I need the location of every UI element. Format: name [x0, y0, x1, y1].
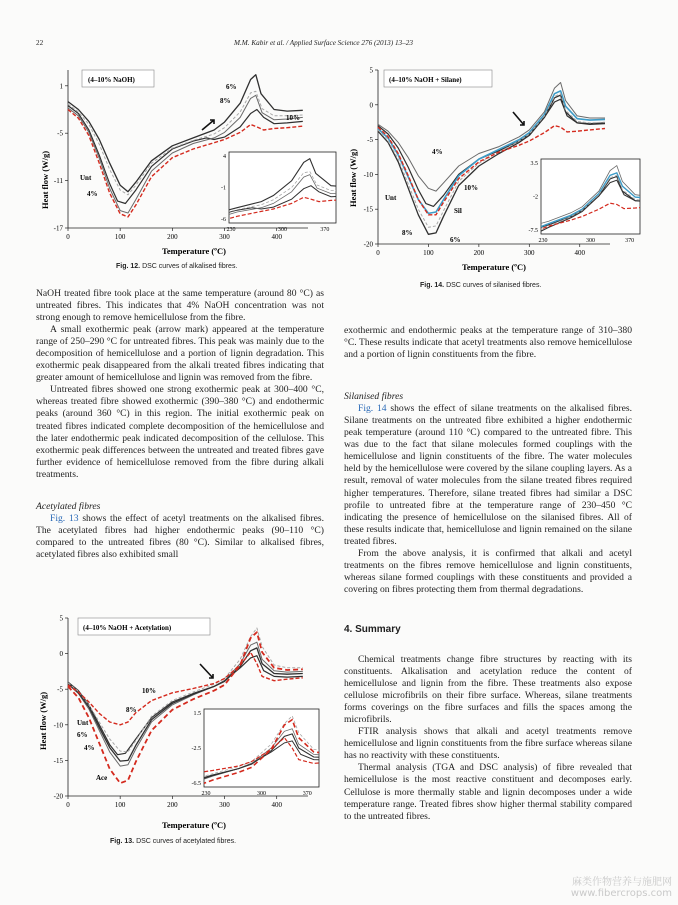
- figure-12: [36, 58, 336, 258]
- x-tick-label: 100: [423, 249, 434, 257]
- x-tick-label: 400: [271, 801, 282, 809]
- inset-x-tick-label: 300: [586, 238, 595, 244]
- inset-y-tick-label: 1.5: [193, 711, 201, 717]
- x-tick-label: 0: [66, 801, 70, 809]
- inset-y-tick-label: 3.5: [530, 161, 538, 167]
- inset-x-tick-label: 230: [201, 791, 211, 797]
- fig12-caption: Fig. 12. DSC curves of alkalised fibres.: [116, 263, 238, 270]
- section-acetylated-fibres: Acetylated fibres: [36, 500, 101, 512]
- left-paragraph-3: Untreated fibres showed one strong exothermic peak at 300–400 °C, whereas treated fibre showed exothermic (390–380 °C) and endothermic peaks (around 360 °C) in this region. The initial exothermic peak on treated fibres indicated complete decomposition of the hemicellulose and the later endothermic peak indicated decomposition of the cellulose. This exothermic peak differences between the untreated and treated fibres gave further evidence of hemicellulose removed from the fibre during alkali treatments.: [36, 384, 324, 480]
- site-watermark: 麻类作物营养与施肥网 www.fibercrops.com: [570, 877, 672, 899]
- y-tick-label: -5: [57, 685, 63, 694]
- right-paragraph-3: From the above analysis, it is confirmed that alkali and acetyl treatments on the fibres remove hemicellulose and lignin constituents, whereas silane formed couplings with these constituents and provided a covering on fibres protecting them from thermal degradations.: [344, 547, 632, 595]
- fig12-legend-text: (4–10% NaOH): [88, 76, 135, 84]
- figure-13: [36, 606, 336, 834]
- x-tick-label: 200: [167, 801, 178, 809]
- fig14-label-sil: Sil: [454, 207, 462, 215]
- fig12-label-10: 10%: [286, 114, 300, 122]
- inset-x-tick-label: 230: [538, 238, 548, 244]
- x-tick-label: 400: [574, 249, 585, 257]
- figure-14: [346, 58, 646, 276]
- inset-x-tick-label: 370: [302, 791, 312, 797]
- fig12-arrow: [202, 120, 214, 130]
- fig14-caption: Fig. 14. DSC curves of silanised fibres.: [420, 282, 542, 289]
- y-tick-label: 5: [369, 66, 373, 75]
- fig13-legend-text: (4–10% NaOH + Acetylation): [83, 624, 172, 632]
- fig13-label-10: 10%: [142, 687, 156, 695]
- fig12-xlabel: Temperature (ºC): [162, 246, 226, 256]
- x-tick-label: 300: [524, 249, 535, 257]
- y-tick-label: -5: [57, 129, 63, 138]
- fig14-xlabel: Temperature (ºC): [462, 262, 526, 272]
- inset-13: [186, 709, 330, 797]
- inset-12: [213, 152, 346, 233]
- y-tick-label: -15: [363, 205, 373, 214]
- fig13-xlabel: Temperature (ºC): [162, 820, 226, 830]
- inset-x-tick-label: 370: [320, 227, 330, 233]
- fig13-link[interactable]: Fig. 13: [50, 512, 79, 524]
- y-tick-label: 5: [59, 614, 63, 623]
- fig13-caption: Fig. 13. DSC curves of acetylated fibres.: [110, 838, 237, 845]
- y-tick-label: -20: [363, 240, 373, 249]
- left-paragraph-4: Fig. 13 shows the effect of acetyl treatments on the alkalised fibres. The acetylated fibres had higher endothermic peaks (90–110 °C) compared to the untreated fibres (80 °C). Similar to alkalised fibres, acetylated fibres also exhibited small: [36, 512, 324, 560]
- inset-x-tick-label: 230: [226, 227, 236, 233]
- section-silanised-fibres: Silanised fibres: [344, 391, 404, 403]
- inset-14: [526, 159, 649, 244]
- y-tick-label: -10: [363, 170, 373, 179]
- inset-y-tick-label: -2.5: [191, 746, 201, 752]
- fig13-label-4: 4%: [84, 744, 95, 752]
- fig14-label-8: 8%: [402, 229, 413, 237]
- x-tick-label: 100: [114, 801, 126, 809]
- fig14-legend-text: (4–10% NaOH + Silane): [389, 76, 462, 84]
- y-tick-label: -17: [53, 224, 63, 233]
- x-tick-label: 200: [473, 249, 485, 257]
- summary-heading: 4. Summary: [344, 623, 401, 635]
- inset-y-tick-label: 4: [223, 154, 226, 160]
- right-paragraph-6: Thermal analysis (TGA and DSC analysis) of fibre revealed that hemicellulose is the most reactive constituent and decomposes early. Cellulose is more thermally stable and lignin decomposes under a wide temperature range. Treated fibres show higher thermal stability compared to the untreated fibres.: [344, 762, 632, 822]
- fig13-label-unt: Unt: [77, 719, 89, 727]
- fig12-chart: [36, 58, 336, 258]
- inset-x-tick-label: 300: [257, 791, 266, 797]
- fig14-link[interactable]: Fig. 14: [358, 403, 387, 415]
- fig12-label-unt: Unt: [80, 174, 92, 182]
- fig14-chart: [346, 58, 646, 276]
- inset-y-tick-label: -7.5: [528, 228, 538, 234]
- right-paragraph-2: Fig. 14 shows the effect of silane treatments on the alkalised fibres. Silane treatments on the untreated fibre exhibited a higher endothermic peak temperature (around 110 °C) compared to the untreated fibre. This was due to the fact that silane molecules formed couplings with the hemicellulose and lignin constituents of the fibre. The water molecules held by the hemicellulose were covered by the silane coupling layers. As a result, removal of water molecules from the silane treated fibres required higher temperatures. Therefore, silane treated fibres had similar a DSC profile to untreated fibre at the temperature range of 230–450 °C indicating the presence of hemicellulose on the silanised fibres. All of these results indicate that, hemicellulose and lignin remained on the silane treated fibres.: [344, 403, 632, 547]
- fig14-label-unt: Unt: [385, 194, 397, 202]
- y-tick-label: 0: [59, 650, 63, 659]
- y-tick-label: -11: [53, 177, 63, 186]
- fig14-label-10: 10%: [464, 184, 478, 192]
- fig12-label-6: 6%: [226, 83, 237, 91]
- inset-frame: [204, 709, 319, 787]
- y-tick-label: 1: [59, 82, 63, 91]
- fig14-ylabel: Heat flow (W/g): [348, 148, 358, 208]
- fig13-label-ace: Ace: [96, 774, 108, 782]
- left-column-upper: [36, 288, 324, 561]
- y-tick-label: -15: [53, 756, 63, 765]
- y-tick-label: -5: [367, 136, 373, 145]
- fig13-label-8: 8%: [126, 706, 137, 714]
- y-tick-label: 0: [369, 101, 373, 110]
- fig13-label-6: 6%: [77, 731, 88, 739]
- inset-x-tick-label: 300: [278, 227, 287, 233]
- page-number: 22: [36, 39, 44, 47]
- journal-citation: M.M. Kabir et al. / Applied Surface Science 276 (2013) 13–23: [234, 39, 413, 47]
- fig14-arrow: [513, 112, 524, 125]
- left-paragraph-1: NaOH treated fibre took place at the same temperature (around 80 °C) as untreated fibres. This indicates that 4% NaOH concentration was not strong enough to remove hemicellulose from the fibre.: [36, 288, 324, 324]
- left-paragraph-2: A small exothermic peak (arrow mark) appeared at the temperature range of 250–290 °C for untreated fibres. This peak was mainly due to the decomposition of hemicellulose and a portion of lignin degradation. This exothermic peak disappeared from the alkali treated fibres indicating that greater amount of hemicellulose and lignin was removed from the fibre.: [36, 324, 324, 384]
- y-tick-label: -20: [53, 792, 63, 801]
- y-tick-label: -10: [53, 721, 63, 730]
- fig13-arrow: [200, 664, 213, 678]
- x-tick-label: 300: [219, 233, 230, 241]
- x-tick-label: 0: [66, 233, 70, 241]
- right-column: [344, 325, 632, 823]
- fig12-label-4: 4%: [87, 190, 98, 198]
- right-paragraph-1: exothermic and endothermic peaks at the temperature range of 310–380 °C. These results indicate that acetyl treatments also remove hemicellulose and a portion of lignin constituents from the fibre.: [344, 325, 632, 361]
- inset-y-tick-label: -6: [221, 217, 226, 223]
- fig14-label-4: 4%: [432, 148, 443, 156]
- x-tick-label: 300: [219, 801, 230, 809]
- right-paragraph-5: FTIR analysis shows that alkali and acetyl treatments remove hemicellulose and lignin constituents from the fibre surface whereas silane has no reactivity with these constituents.: [344, 726, 632, 762]
- x-tick-label: 200: [167, 233, 178, 241]
- fig12-label-8: 8%: [220, 97, 231, 105]
- x-tick-label: 400: [271, 233, 282, 241]
- fig13-chart: [36, 606, 336, 834]
- fig13-ylabel: Heat flow (W/g): [38, 691, 48, 751]
- inset-y-tick-label: -6.5: [191, 781, 201, 787]
- inset-x-tick-label: 370: [625, 238, 635, 244]
- x-tick-label: 100: [114, 233, 126, 241]
- inset-y-tick-label: -1: [221, 185, 226, 192]
- fig14-label-6: 6%: [450, 236, 461, 244]
- right-paragraph-4: Chemical treatments change fibre structures by reacting with its constituents. Alkalisation and acetylation reduce the content of hemicellulose and lignin from the fibre. These treatments also expose cellulose microfibrils on their fibre surface. Whereas, silane treatments forms coverings on the fibre surfaces and fills the spaces among the microfibrils.: [344, 653, 632, 726]
- inset-y-tick-label: -2: [533, 194, 538, 201]
- x-tick-label: 0: [376, 249, 380, 257]
- fig12-ylabel: Heat flow (W/g): [40, 150, 50, 210]
